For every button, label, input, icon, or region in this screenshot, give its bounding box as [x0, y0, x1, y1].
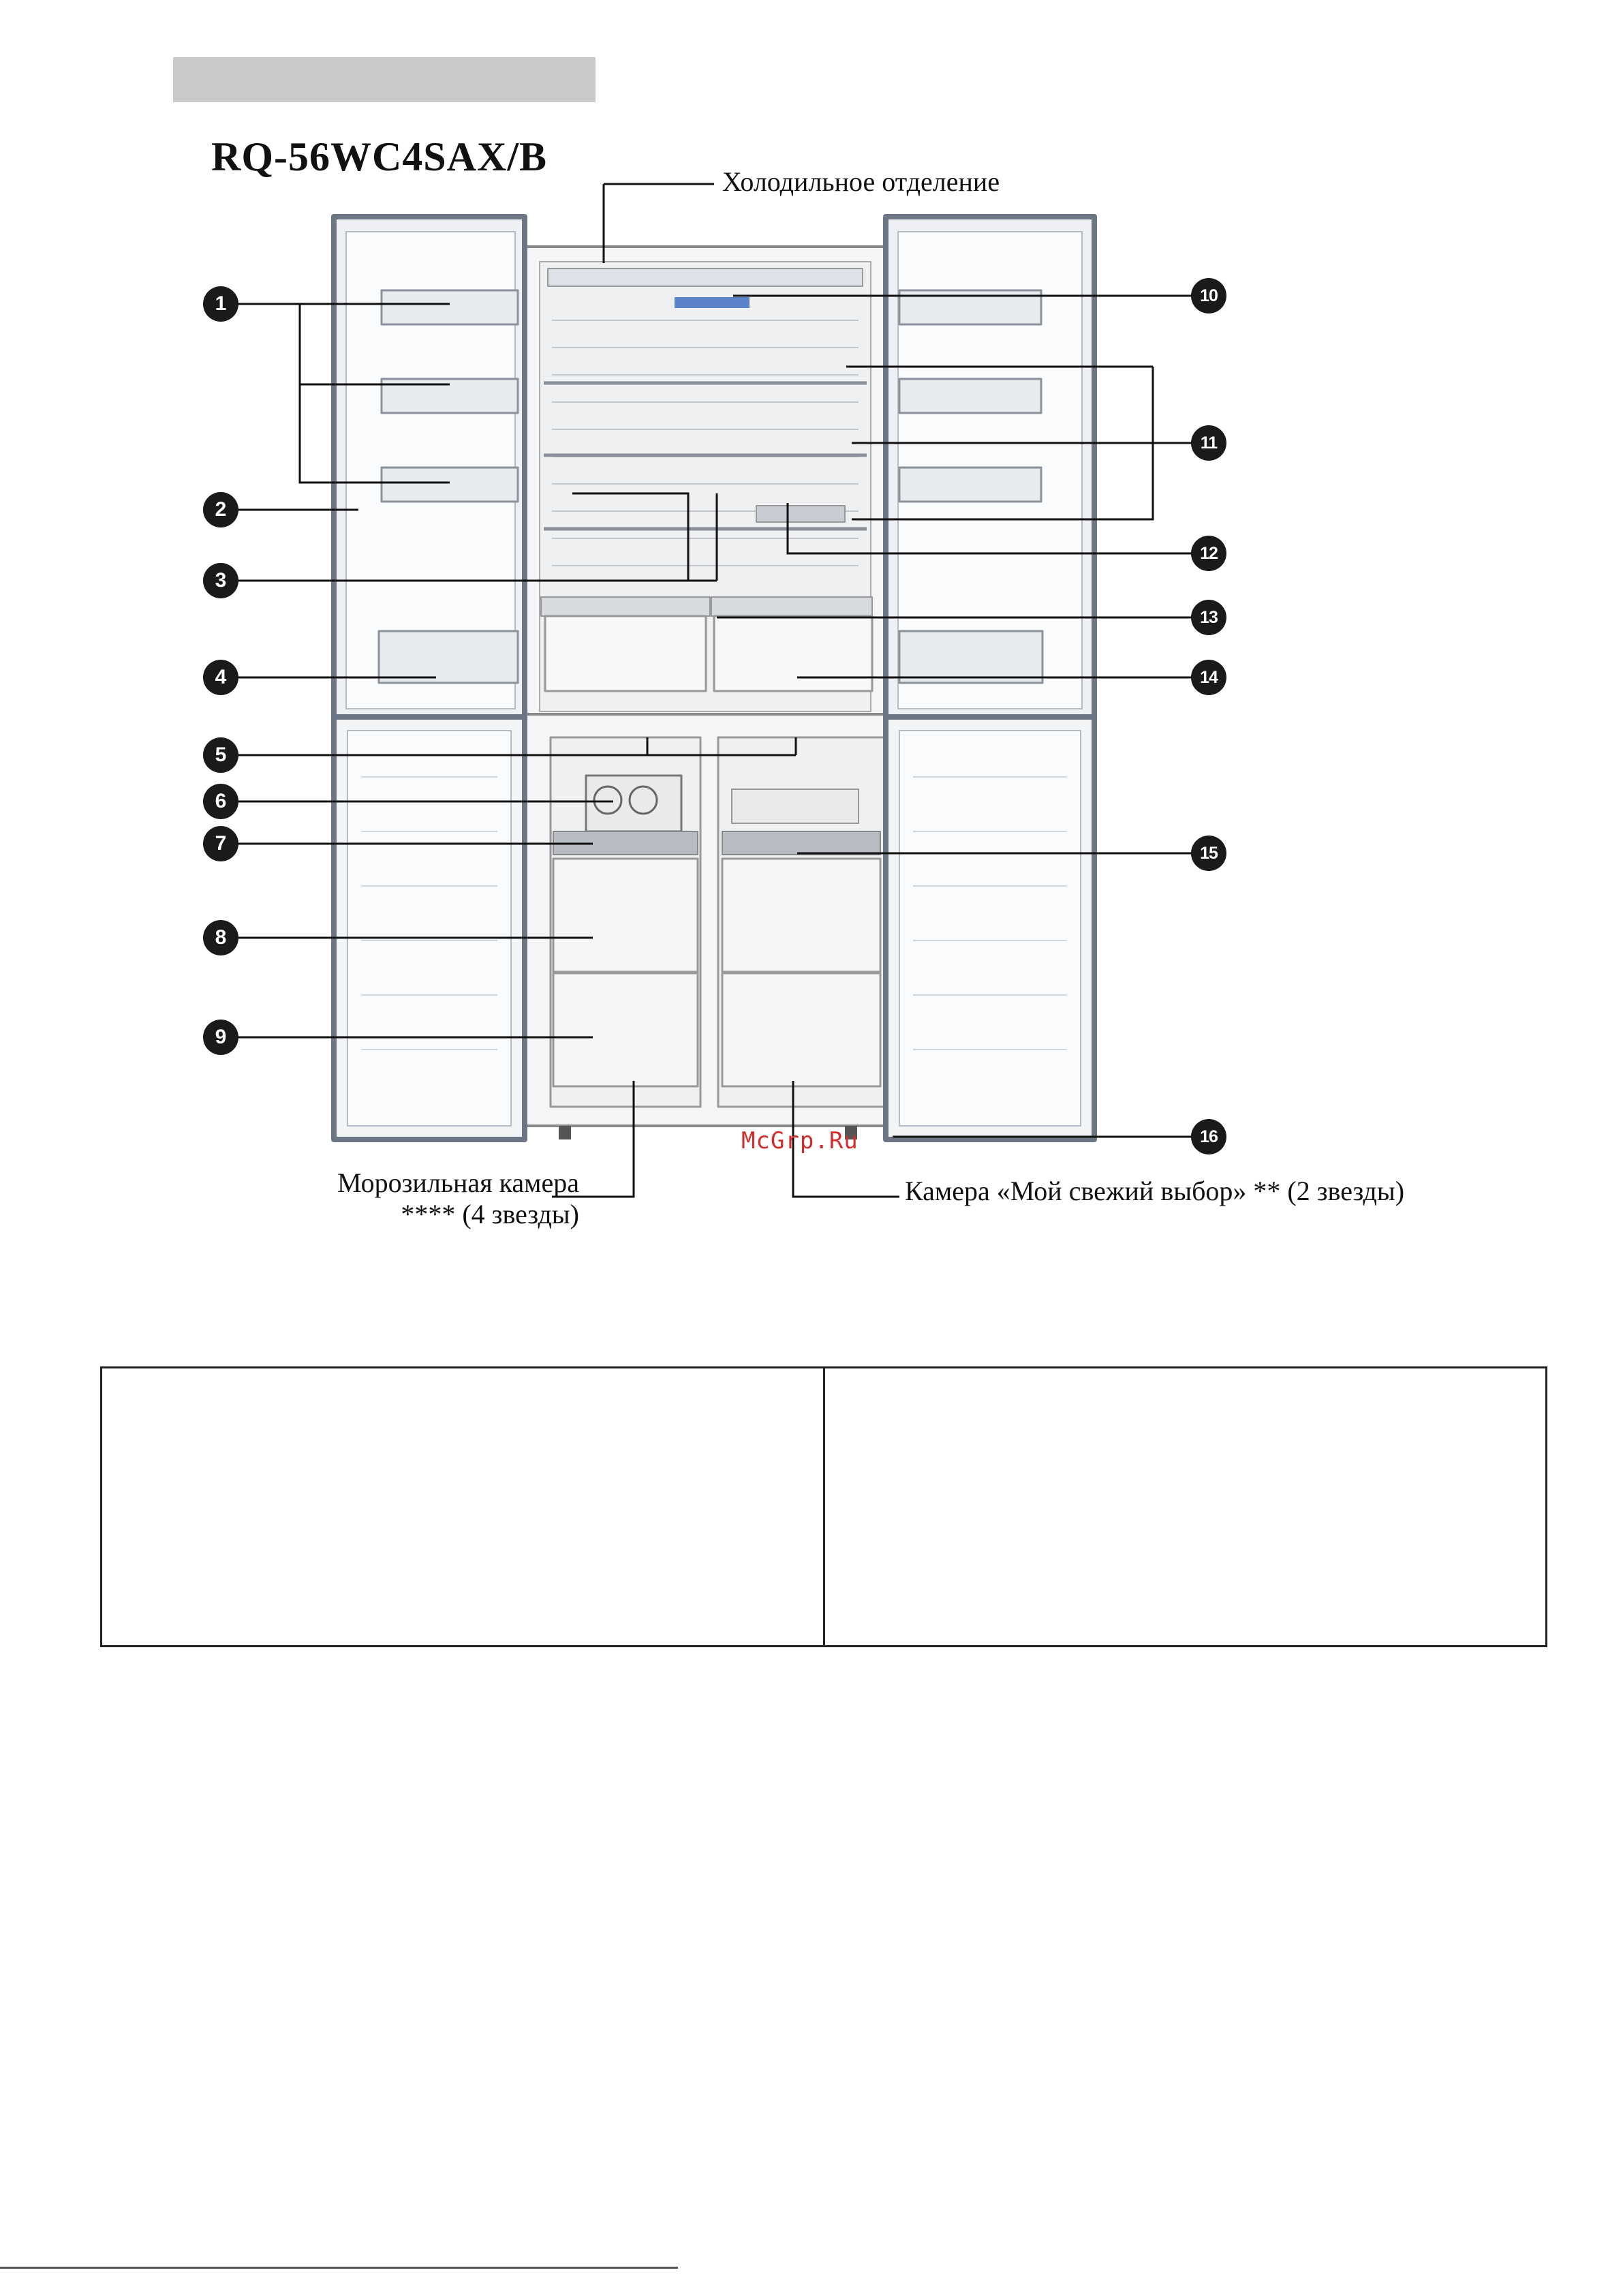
spec-table-cell-right — [823, 1368, 1546, 1645]
callout-12: 12 — [1191, 536, 1226, 571]
callout-5: 5 — [203, 737, 238, 773]
callout-14: 14 — [1191, 660, 1226, 695]
fridge-compartment-label: Холодильное отделение — [722, 166, 1000, 197]
spec-table-cell-left — [102, 1368, 823, 1645]
callout-11: 11 — [1191, 425, 1226, 461]
freezer-compartment-label — [259, 1167, 579, 1230]
model-title: RQ-56WC4SAX/B — [211, 134, 548, 179]
freezer-label-line2: **** (4 звезды) — [401, 1199, 579, 1229]
callout-15: 15 — [1191, 836, 1226, 871]
spec-table — [100, 1366, 1547, 1647]
fresh-choice-label: Камера «Мой свежий выбор» ** (2 звезды) — [905, 1176, 1405, 1206]
freezer-label-line1: Морозильная камера — [337, 1167, 579, 1198]
callout-8: 8 — [203, 920, 238, 955]
footer-rule — [0, 2267, 678, 2269]
callout-4: 4 — [203, 660, 238, 695]
callout-7: 7 — [203, 826, 238, 861]
callout-6: 6 — [203, 784, 238, 819]
callout-10: 10 — [1191, 278, 1226, 313]
callout-9: 9 — [203, 1020, 238, 1055]
watermark: McGrp.Ru — [741, 1127, 859, 1154]
callout-16: 16 — [1191, 1119, 1226, 1154]
callout-2: 2 — [203, 492, 238, 527]
callout-13: 13 — [1191, 600, 1226, 635]
callout-3: 3 — [203, 563, 238, 598]
callout-1: 1 — [203, 286, 238, 322]
